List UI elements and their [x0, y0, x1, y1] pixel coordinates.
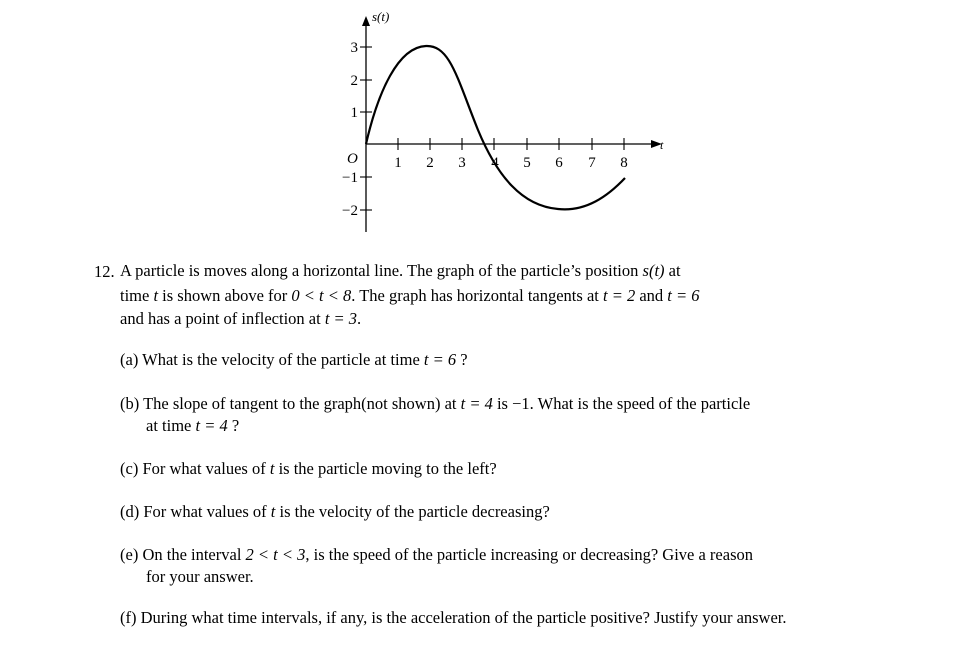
part-d-text: (d) For what values of [120, 502, 267, 521]
problem-intro-line-3 [120, 308, 361, 330]
part-a [120, 349, 468, 371]
part-b-line2-text: at time [146, 416, 192, 435]
part-c-text: (c) For what values of [120, 459, 266, 478]
part-f [120, 607, 787, 629]
part-d-t: t [270, 502, 276, 521]
x-tick-label-7: 7 [588, 155, 596, 171]
s-axis-label: s(t) [372, 9, 390, 24]
part-b-line-2 [120, 415, 239, 437]
intro-math-t2: t = 2 [602, 286, 636, 305]
part-e-math: 2 < t < 3 [245, 545, 306, 564]
part-a-text: (a) What is the velocity of the particle at time [120, 350, 420, 369]
origin-label: O [347, 151, 358, 167]
part-b-is: is [496, 394, 508, 413]
part-c-rest: is the particle moving to the left? [278, 459, 497, 478]
x-tick-label-2: 2 [426, 155, 434, 171]
y-tick-label-3: 3 [350, 40, 358, 56]
position-curve [366, 46, 625, 209]
intro-period: . [357, 309, 362, 328]
intro-tangents: . The graph has horizontal tangents at [351, 286, 599, 305]
x-tick-label-5: 5 [523, 155, 531, 171]
part-d [120, 501, 550, 523]
part-b-rest: . What is the speed of the particle [529, 394, 751, 413]
part-b-math: t = 4 [460, 394, 493, 413]
problem-intro-line-2 [120, 285, 700, 307]
intro-and: and [639, 286, 664, 305]
y-tick-label-neg2: −2 [342, 203, 358, 219]
s-axis-arrow-icon [362, 16, 370, 26]
intro-math-range: 0 < t < 8 [291, 286, 352, 305]
part-a-math: t = 6 [423, 350, 457, 369]
y-tick-label-2: 2 [350, 73, 358, 89]
part-b-line2-math: t = 4 [195, 416, 228, 435]
part-b-text: (b) The slope of tangent to the graph(not shown) at [120, 394, 457, 413]
intro-math-t: t [153, 286, 159, 305]
problem-number: 12. [94, 262, 115, 281]
intro-math-t3: t = 3 [324, 309, 358, 328]
part-e-text: (e) On the interval [120, 545, 242, 564]
part-f-text: (f) During what time intervals, if any, is the acceleration of the particle positive? Justify your answer. [120, 608, 787, 627]
intro-text-1-end: at [668, 261, 681, 280]
y-tick-label-1: 1 [350, 105, 358, 121]
x-tick-label-8: 8 [620, 155, 628, 171]
part-a-end: ? [460, 350, 468, 369]
intro-math-t6: t = 6 [667, 286, 700, 305]
intro-text-1: A particle is moves along a horizontal line. The graph of the particle’s position [120, 261, 639, 280]
intro-time: time [120, 286, 150, 305]
part-e-rest: , is the speed of the particle increasing or decreasing? Give a reason [305, 545, 753, 564]
position-graph [0, 0, 962, 250]
part-b-line2-end: ? [231, 416, 240, 435]
part-e-line-2 [120, 566, 254, 588]
part-c [120, 458, 497, 480]
t-axis-label: t [660, 138, 664, 152]
part-e-line2-text: for your answer. [146, 567, 254, 586]
x-tick-label-6: 6 [555, 155, 563, 171]
y-tick-label-neg1: −1 [342, 170, 358, 186]
part-d-rest: is the velocity of the particle decreasing? [279, 502, 550, 521]
intro-inflection: and has a point of inflection at [120, 309, 321, 328]
x-tick-label-4: 4 [491, 155, 499, 171]
part-c-t: t [269, 459, 275, 478]
intro-shown: is shown above for [162, 286, 288, 305]
part-e [120, 544, 753, 566]
part-b [120, 393, 750, 415]
part-b-neg1: −1 [512, 394, 530, 413]
x-tick-label-1: 1 [394, 155, 402, 171]
x-tick-label-3: 3 [458, 155, 466, 171]
problem-intro-line-1 [120, 260, 681, 282]
intro-math-s: s(t) [642, 261, 665, 280]
